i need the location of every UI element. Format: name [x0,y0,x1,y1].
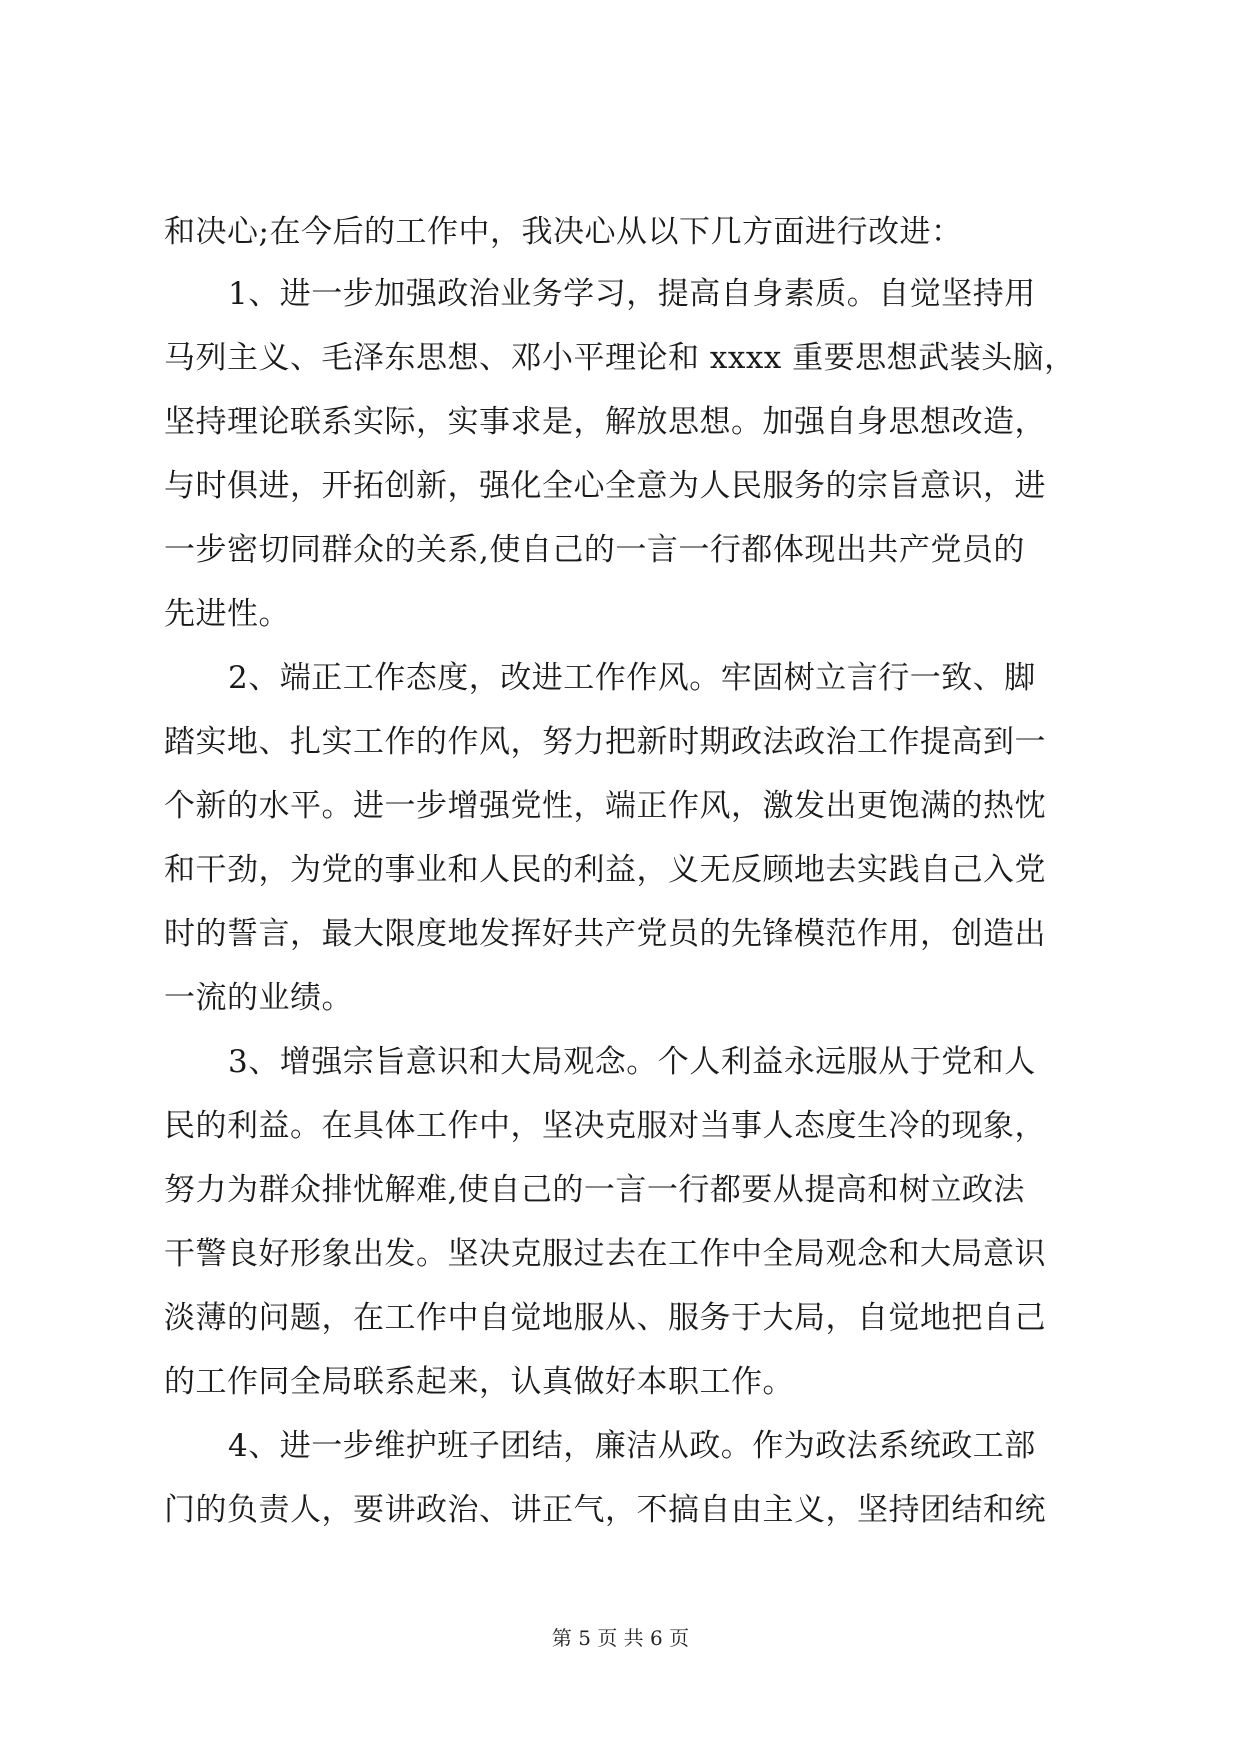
text-line: 3、增强宗旨意识和大局观念。个人利益永远服从于党和人 [228,1044,1036,1080]
page-number: 第 5 页 共 6 页 [551,1626,690,1650]
text-line: 干警良好形象出发。坚决克服过去在工作中全局观念和大局意识 [164,1236,1046,1272]
text-line: 1、进一步加强政治业务学习，提高自身素质。自觉坚持用 [228,276,1036,312]
text-line: 努力为群众排忧解难,使自己的一言一行都要从提高和树立政法 [164,1172,1025,1208]
text-line: 马列主义、毛泽东思想、邓小平理论和 xxxx 重要思想武装头脑， [164,340,1076,376]
text-line: 淡薄的问题，在工作中自觉地服从、服务于大局，自觉地把自己 [164,1300,1046,1336]
text-line: 2、端正工作态度，改进工作作风。牢固树立言行一致、脚 [228,660,1036,696]
text-line: 的工作同全局联系起来，认真做好本职工作。 [164,1364,794,1400]
text-line: 4、进一步维护班子团结，廉洁从政。作为政法系统政工部 [228,1428,1036,1464]
text-line: 和决心;在今后的工作中，我决心从以下几方面进行改进： [164,214,963,250]
text-line: 和干劲，为党的事业和人民的利益，义无反顾地去实践自己入党 [164,852,1046,888]
text-line: 个新的水平。进一步增强党性，端正作风，激发出更饱满的热忱 [164,788,1046,824]
text-line: 一流的业绩。 [164,980,353,1016]
text-line: 一步密切同群众的关系,使自己的一言一行都体现出共产党员的 [164,532,1025,568]
text-line: 先进性。 [164,596,290,632]
text-line: 与时俱进，开拓创新，强化全心全意为人民服务的宗旨意识，进 [164,468,1046,504]
text-line: 时的誓言，最大限度地发挥好共产党员的先锋模范作用，创造出 [164,916,1046,952]
text-line: 门的负责人，要讲政治、讲正气，不搞自由主义，坚持团结和统 [164,1492,1046,1528]
text-line: 民的利益。在具体工作中，坚决克服对当事人态度生冷的现象， [164,1108,1046,1144]
text-line: 踏实地、扎实工作的作风，努力把新时期政法政治工作提高到一 [164,724,1046,760]
text-line: 坚持理论联系实际，实事求是，解放思想。加强自身思想改造， [164,404,1046,440]
